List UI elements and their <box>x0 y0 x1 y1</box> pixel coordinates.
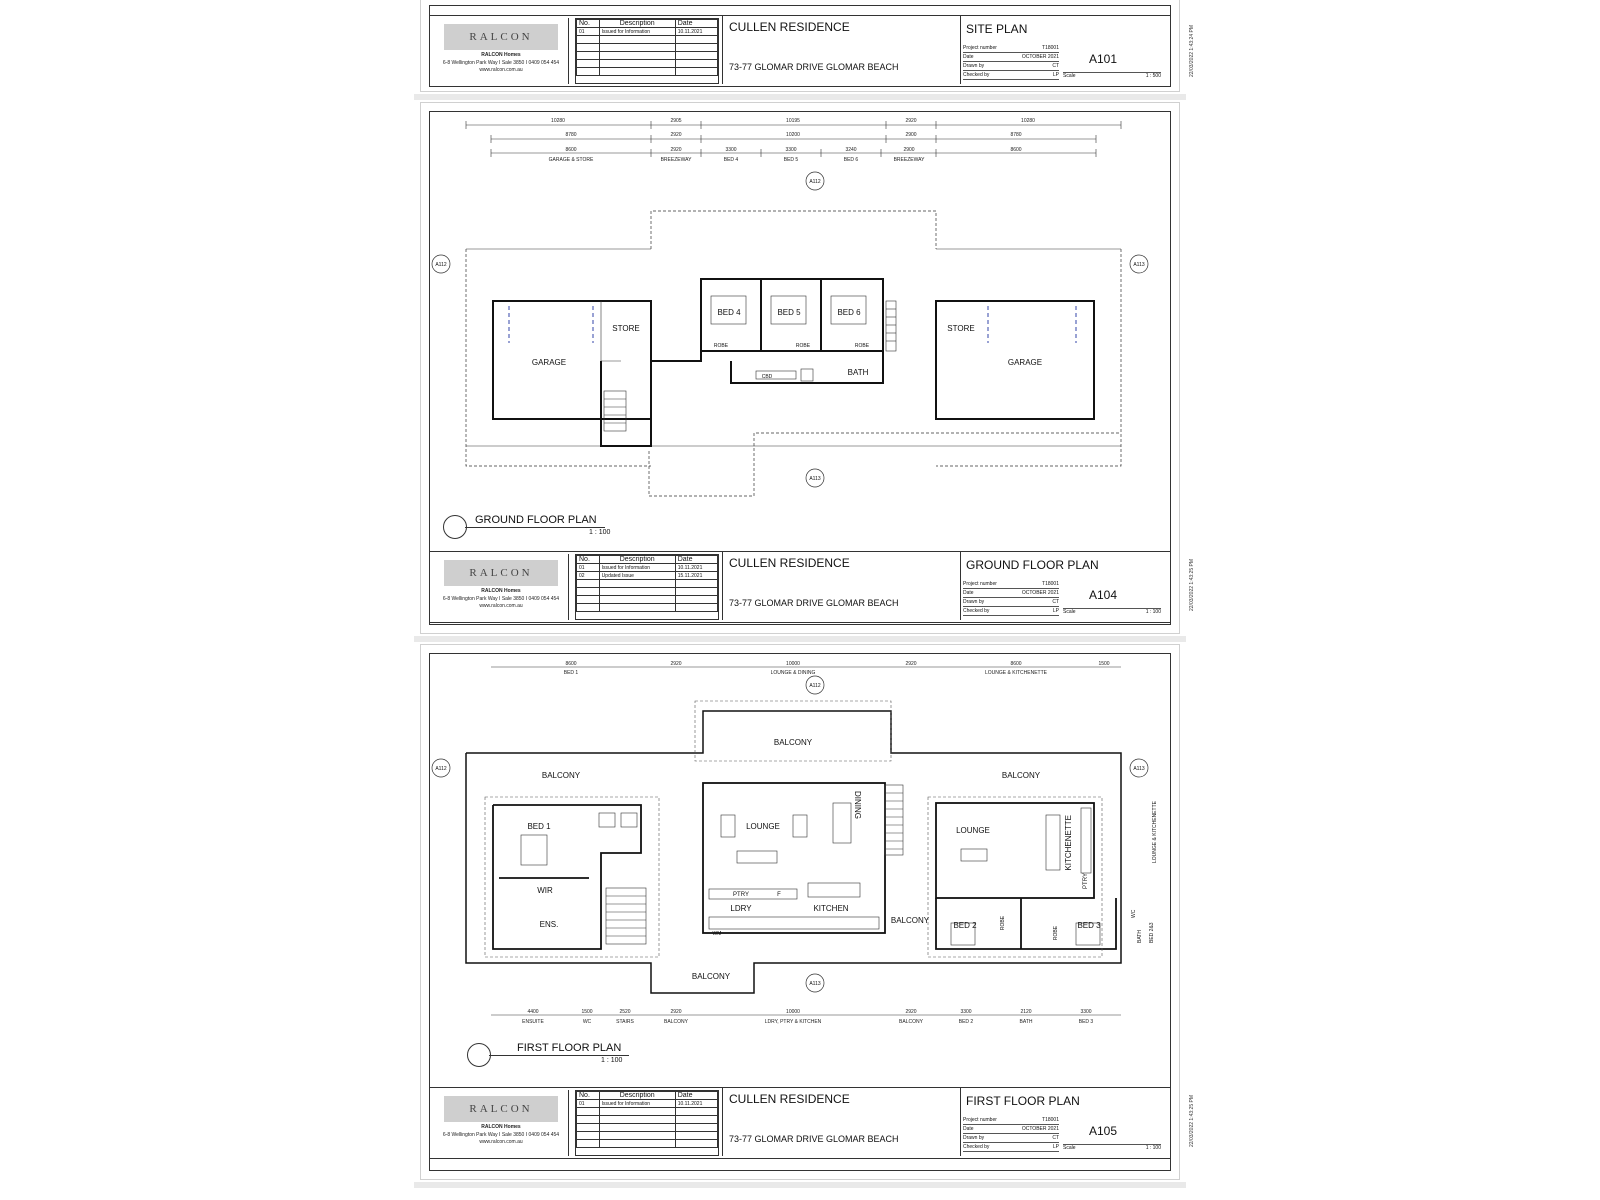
dim-label-breezeway-2: BREEZEWAY <box>893 157 925 163</box>
company-web: www.ralcon.com.au <box>479 67 523 73</box>
company-name: RALCON Homes <box>481 1124 521 1130</box>
side-label: BED 2&3 <box>1149 922 1155 943</box>
meta-value: CT <box>1052 63 1059 69</box>
sheet-number: A105 <box>1089 1124 1118 1138</box>
rev-no: 01 <box>577 28 600 36</box>
dim-top-label: LOUNGE & DINING <box>770 670 816 676</box>
meta-value: T18001 <box>1042 45 1059 51</box>
meta-value: T18001 <box>1042 1117 1059 1123</box>
project-info <box>722 1088 961 1156</box>
rev-header-no: No. <box>577 20 600 28</box>
dim-bottom-label: STAIRS <box>616 1019 634 1025</box>
room-labels <box>532 308 1042 380</box>
room-label: LOUNGE <box>956 826 990 835</box>
room-label: STORE <box>612 324 640 333</box>
title-underline <box>489 1055 629 1056</box>
company-address: 6-8 Wellington Park Way I Sale 3850 I 0409 054 454 <box>442 60 560 66</box>
company-name: RALCON Homes <box>481 588 521 594</box>
drawing-info <box>960 552 1170 620</box>
dim-top: 2920 <box>905 661 917 667</box>
company-name: RALCON Homes <box>481 52 521 58</box>
dim-bottom: 3300 <box>960 1009 972 1015</box>
room-label: BED 3 <box>1077 921 1101 930</box>
dim-row1-1: 2905 <box>670 118 682 124</box>
drawing-meta <box>963 580 1059 616</box>
scale-value: 1 : 100 <box>1145 609 1161 615</box>
title-block <box>429 1087 1171 1159</box>
dim-bottom-label: BED 3 <box>1078 1019 1094 1025</box>
dim-row1-0: 10280 <box>551 118 565 124</box>
dim-label-garage-store: GARAGE & STORE <box>548 157 594 163</box>
side-label: BATH <box>1137 930 1143 943</box>
ground-floor-plan-drawing <box>421 111 1181 561</box>
sheet-gap <box>414 636 1186 642</box>
rev-header-description: Description <box>599 556 675 564</box>
marker-label: A113 <box>1133 766 1145 772</box>
dim-row2-1: 2920 <box>670 132 682 138</box>
room-label: LOUNGE <box>746 822 780 831</box>
title-underline <box>465 527 605 528</box>
project-address: 73-77 GLOMAR DRIVE GLOMAR BEACH <box>729 62 899 72</box>
company-logo <box>434 554 569 620</box>
meta-label: Drawn by <box>963 599 985 605</box>
room-label: BALCONY <box>541 771 581 780</box>
project-info <box>722 16 961 84</box>
marker-label: A112 <box>809 683 821 689</box>
meta-value: OCTOBER 2021 <box>1021 1126 1059 1132</box>
meta-label: Drawn by <box>963 63 985 69</box>
walls <box>493 783 1116 949</box>
company-logo <box>434 1090 569 1156</box>
meta-label: Date <box>963 54 974 60</box>
dim-row1-3: 2920 <box>905 118 917 124</box>
room-label: CBD <box>761 374 773 380</box>
dim-bottom: 2920 <box>670 1009 682 1015</box>
marker-label: A113 <box>809 981 821 987</box>
roof-outline <box>466 211 1121 496</box>
project-title: CULLEN RESIDENCE <box>729 1092 850 1106</box>
dim-bottom: 4400 <box>527 1009 539 1015</box>
dim-bottom-label: ENSUITE <box>522 1019 544 1025</box>
plan-scale: 1 : 100 <box>589 529 611 536</box>
sheet-gap <box>414 94 1186 100</box>
company-web: www.ralcon.com.au <box>479 603 523 609</box>
dim-top: 1500 <box>1098 661 1110 667</box>
marker-label: A112 <box>809 179 821 185</box>
rev-description: Issued for Information <box>599 1100 675 1108</box>
room-label: STORE <box>947 324 975 333</box>
dim-bottom: 2520 <box>619 1009 631 1015</box>
dim-bottom-label: BALCONY <box>664 1019 688 1025</box>
drawing-info <box>960 16 1170 84</box>
room-label: LDRY <box>730 904 752 913</box>
meta-label: Date <box>963 590 974 596</box>
project-title: CULLEN RESIDENCE <box>729 20 850 34</box>
dim-label-breezeway: BREEZEWAY <box>660 157 692 163</box>
dim-bottom-label: WC <box>582 1019 592 1025</box>
room-label: PTRY <box>733 892 749 898</box>
room-label: PTRY <box>1083 873 1089 889</box>
dim-label-bed4: BED 4 <box>723 157 739 163</box>
dim-row1-4: 10280 <box>1021 118 1035 124</box>
sheet-gap <box>414 1182 1186 1188</box>
marker-label: A113 <box>809 476 821 482</box>
dim-row3-4: 3240 <box>845 147 857 153</box>
rev-description: Issued for Information <box>599 28 675 36</box>
dim-top-label: BED 1 <box>563 670 579 676</box>
rev-no: 01 <box>577 564 600 572</box>
meta-label: Drawn by <box>963 1135 985 1141</box>
view-title-marker <box>467 1043 491 1067</box>
side-label: WC <box>1131 909 1137 918</box>
roof-dash <box>695 701 891 761</box>
rev-no: 01 <box>577 1100 600 1108</box>
rev-date: 15.11.2021 <box>675 572 717 580</box>
dim-bottom: 2120 <box>1020 1009 1032 1015</box>
room-label: WIR <box>537 886 553 895</box>
title-block <box>429 15 1171 87</box>
revision-table <box>575 18 719 84</box>
scale-value: 1 : 500 <box>1145 73 1161 79</box>
sheet-number: A101 <box>1089 52 1118 66</box>
dim-bottom-label: BED 2 <box>958 1019 974 1025</box>
rev-header-description: Description <box>599 20 675 28</box>
first-floor-plan-drawing <box>421 653 1181 1053</box>
section-markers <box>432 676 1148 992</box>
dim-bottom: 1500 <box>581 1009 593 1015</box>
rev-date: 10.11.2021 <box>675 564 717 572</box>
dim-row3-1: 2920 <box>670 147 682 153</box>
meta-value: LP <box>1052 1144 1059 1150</box>
room-label: KITCHEN <box>813 904 849 913</box>
marker-label: A113 <box>1133 262 1145 268</box>
room-label: WM <box>712 931 722 937</box>
room-label: DINING <box>853 791 862 819</box>
room-label: BALCONY <box>773 738 813 747</box>
meta-value: LP <box>1052 608 1059 614</box>
rev-header-description: Description <box>599 1092 675 1100</box>
project-address: 73-77 GLOMAR DRIVE GLOMAR BEACH <box>729 1134 899 1144</box>
room-label: BATH <box>847 368 869 377</box>
room-label: ROBE <box>1053 925 1059 941</box>
drawing-meta <box>963 1116 1059 1152</box>
room-labels <box>527 738 1101 981</box>
company-logo <box>434 18 569 84</box>
drawing-title: SITE PLAN <box>966 22 1028 36</box>
title-block <box>429 551 1171 623</box>
marker-label: A112 <box>435 766 447 772</box>
rev-date: 10.11.2021 <box>675 28 717 36</box>
rev-date: 10.11.2021 <box>675 1100 717 1108</box>
dim-top: 8600 <box>565 661 577 667</box>
scale-label: Scale <box>1063 73 1076 79</box>
drawing-info <box>960 1088 1170 1156</box>
meta-value: LP <box>1052 72 1059 78</box>
company-web: www.ralcon.com.au <box>479 1139 523 1145</box>
marker-label: A112 <box>435 262 447 268</box>
company-address: 6-8 Wellington Park Way I Sale 3850 I 0409 054 454 <box>442 1132 560 1138</box>
meta-value: OCTOBER 2021 <box>1021 54 1059 60</box>
plan-scale: 1 : 100 <box>601 1057 623 1064</box>
rev-header-date: Date <box>675 556 717 564</box>
dim-row2-2: 10200 <box>786 132 800 138</box>
room-label: BED 6 <box>837 308 861 317</box>
project-address: 73-77 GLOMAR DRIVE GLOMAR BEACH <box>729 598 899 608</box>
meta-label: Project number <box>963 581 997 587</box>
scale-label: Scale <box>1063 1145 1076 1151</box>
meta-label: Date <box>963 1126 974 1132</box>
dim-label-bed6: BED 6 <box>843 157 859 163</box>
dim-row1-2: 10195 <box>786 118 800 124</box>
room-label: ROBE <box>1000 915 1006 931</box>
room-label: ROBE <box>713 343 729 349</box>
dim-bottom: 3300 <box>1080 1009 1092 1015</box>
scale-value: 1 : 100 <box>1145 1145 1161 1151</box>
project-title: CULLEN RESIDENCE <box>729 556 850 570</box>
rev-header-date: Date <box>675 20 717 28</box>
company-address: 6-8 Wellington Park Way I Sale 3850 I 0409 054 454 <box>442 596 560 602</box>
room-label: GARAGE <box>1007 358 1043 367</box>
print-stamp: 22/03/2022 1:43:25 PM <box>1189 559 1195 611</box>
dim-top: 8600 <box>1010 661 1022 667</box>
room-label: BED 2 <box>953 921 977 930</box>
room-label: ROBE <box>795 343 811 349</box>
rev-no: 02 <box>577 572 600 580</box>
drawing-title: GROUND FLOOR PLAN <box>966 558 1099 572</box>
room-label: ENS. <box>539 920 559 929</box>
room-label: BED 5 <box>777 308 801 317</box>
view-title-marker <box>443 515 467 539</box>
drawing-title: FIRST FLOOR PLAN <box>966 1094 1080 1108</box>
walls <box>493 279 1094 446</box>
room-label: ROBE <box>854 343 870 349</box>
dim-row3-6: 8600 <box>1010 147 1022 153</box>
meta-value: CT <box>1052 599 1059 605</box>
dim-bottom-label: BALCONY <box>899 1019 923 1025</box>
meta-label: Project number <box>963 1117 997 1123</box>
room-label: BED 1 <box>527 822 551 831</box>
dim-bottom: 10000 <box>786 1009 800 1015</box>
revision-table <box>575 1090 719 1156</box>
room-label: BALCONY <box>1001 771 1041 780</box>
drawing-scale <box>1063 1144 1161 1151</box>
rev-header-date: Date <box>675 1092 717 1100</box>
rev-description: Issued for Information <box>599 564 675 572</box>
meta-value: T18001 <box>1042 581 1059 587</box>
drawing-meta <box>963 44 1059 80</box>
dim-row2-0: 8780 <box>565 132 577 138</box>
room-label: F <box>777 892 781 898</box>
room-label: BALCONY <box>691 972 731 981</box>
dim-row2-4: 8780 <box>1010 132 1022 138</box>
dim-top-label: LOUNGE & KITCHENETTE <box>985 670 1047 676</box>
room-label: GARAGE <box>531 358 567 367</box>
dim-row3-5: 2900 <box>903 147 915 153</box>
side-label: LOUNGE & KITCHENETTE <box>1152 801 1158 863</box>
logo-text: RALCON <box>469 31 533 43</box>
meta-label: Checked by <box>963 608 990 614</box>
dim-row3-3: 3300 <box>785 147 797 153</box>
dim-row3-0: 8600 <box>565 147 577 153</box>
furniture <box>521 785 1100 945</box>
room-label: KITCHENETTE <box>1064 815 1073 871</box>
outer-outline <box>466 711 1121 993</box>
sheet-number: A104 <box>1089 588 1118 602</box>
room-label: BED 4 <box>717 308 741 317</box>
drawing-scale <box>1063 72 1161 79</box>
dim-row2-3: 2900 <box>905 132 917 138</box>
rev-description: Updated Issue <box>599 572 675 580</box>
plan-title: FIRST FLOOR PLAN <box>517 1042 622 1054</box>
side-dimension-labels <box>1131 800 1158 943</box>
dim-bottom-label: BATH <box>1019 1019 1033 1025</box>
dim-label-bed5: BED 5 <box>783 157 799 163</box>
sheet-first-floor <box>420 644 1195 1180</box>
dim-top: 2920 <box>670 661 682 667</box>
rev-header-no: No. <box>577 1092 600 1100</box>
section-markers <box>432 172 1148 487</box>
meta-label: Project number <box>963 45 997 51</box>
sheet-ground-floor <box>420 102 1195 634</box>
plan-title: GROUND FLOOR PLAN <box>475 514 597 526</box>
meta-label: Checked by <box>963 1144 990 1150</box>
dim-bottom: 2920 <box>905 1009 917 1015</box>
print-stamp: 22/03/2022 1:43:25 PM <box>1189 1095 1195 1147</box>
dim-bottom-label: LDRY, PTRY & KITCHEN <box>764 1019 822 1025</box>
meta-label: Checked by <box>963 72 990 78</box>
rev-header-no: No. <box>577 556 600 564</box>
dim-row3-2: 3300 <box>725 147 737 153</box>
project-info <box>722 552 961 620</box>
revision-table <box>575 554 719 620</box>
room-label: BALCONY <box>890 916 930 925</box>
logo-text: RALCON <box>469 1103 533 1115</box>
dim-top: 10000 <box>786 661 800 667</box>
sheet-site-plan <box>420 0 1195 92</box>
meta-value: CT <box>1052 1135 1059 1141</box>
logo-text: RALCON <box>469 567 533 579</box>
drawing-scale <box>1063 608 1161 615</box>
scale-label: Scale <box>1063 609 1076 615</box>
print-stamp: 22/03/2022 1:43:24 PM <box>1189 25 1195 77</box>
meta-value: OCTOBER 2021 <box>1021 590 1059 596</box>
